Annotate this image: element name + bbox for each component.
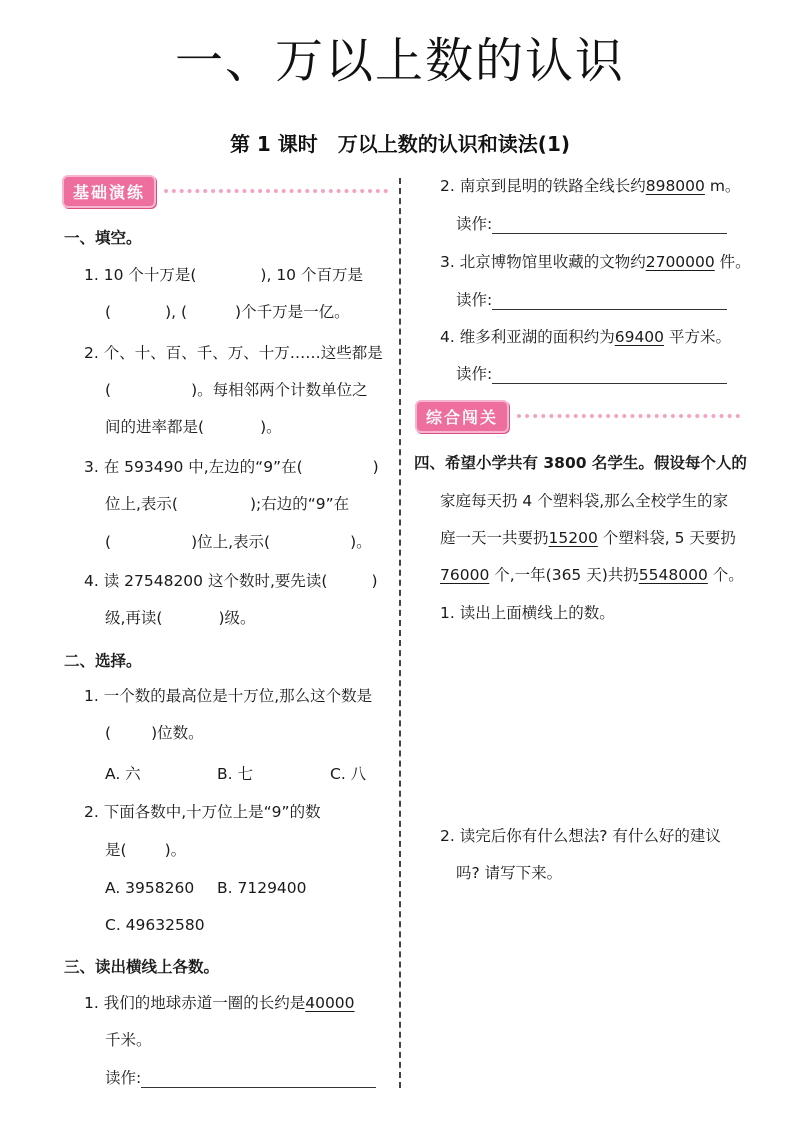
read-item-4: 4. 维多利亚湖的面积约为69400 平方米。 — [440, 328, 731, 346]
banner-comprehensive — [415, 401, 740, 431]
banner-basic-practice — [62, 176, 388, 206]
dotted-decoration — [164, 189, 388, 193]
question-4: 4. 读 27548200 这个数时,要先读( ) — [84, 572, 378, 590]
page-title: 一、万以上数的认识 — [174, 33, 625, 89]
question-3-cont: 位上,表示( );右边的“9”在 — [105, 495, 350, 513]
banner-comprehensive-label: 综合闯关 — [415, 400, 509, 433]
section-4-line-2: 家庭每天扔 4 个塑料袋,那么全校学生的家 — [440, 492, 729, 510]
choice-2-option-c: C. 49632580 — [105, 916, 205, 934]
choice-2-option-a: A. 3958260 — [105, 879, 195, 897]
read-item-4-answer: 读作: — [456, 364, 727, 384]
lesson-subtitle: 第 1 课时 万以上数的认识和读法(1) — [229, 132, 571, 156]
section-choice-heading: 二、选择。 — [64, 652, 142, 670]
answer-line[interactable] — [141, 1071, 376, 1088]
choice-1-cont: ( )位数。 — [105, 724, 204, 742]
read-item-1-answer: 读作: — [105, 1068, 376, 1088]
choice-1-option-b: B. 七 — [217, 765, 253, 783]
section-read-heading: 三、读出横线上各数。 — [64, 958, 220, 976]
choice-2: 2. 下面各数中,十万位上是“9”的数 — [84, 803, 321, 821]
section-4-question-2-cont: 吗? 请写下来。 — [456, 864, 563, 882]
choice-1-option-c: C. 八 — [330, 765, 367, 783]
read-item-3: 3. 北京博物馆里收藏的文物约2700000 件。 — [440, 253, 751, 271]
section-fill-heading: 一、填空。 — [64, 229, 142, 247]
question-3: 3. 在 593490 中,左边的“9”在( ) — [84, 458, 379, 476]
question-2-cont2: 间的进率都是( )。 — [105, 418, 282, 436]
question-2-cont: ( )。每相邻两个计数单位之 — [105, 381, 368, 399]
question-2: 2. 个、十、百、千、万、十万……这些都是 — [84, 344, 383, 362]
column-divider — [399, 178, 401, 1088]
read-item-2: 2. 南京到昆明的铁路全线长约898000 m。 — [440, 177, 741, 195]
answer-line[interactable] — [492, 217, 727, 234]
choice-2-option-b: B. 7129400 — [217, 879, 307, 897]
section-4-line-3: 庭一天一共要扔15200 个塑料袋, 5 天要扔 — [440, 529, 736, 547]
choice-1-option-a: A. 六 — [105, 765, 141, 783]
section-4-question-2: 2. 读完后你有什么想法? 有什么好的建议 — [440, 827, 721, 845]
choice-1: 1. 一个数的最高位是十万位,那么这个数是 — [84, 687, 373, 705]
read-item-3-answer: 读作: — [456, 290, 727, 310]
section-4-line-1: 四、希望小学共有 3800 名学生。假设每个人的 — [414, 454, 747, 472]
question-1: 1. 10 个十万是( ), 10 个百万是 — [84, 266, 363, 284]
read-item-1-cont: 千米。 — [105, 1031, 152, 1049]
answer-line[interactable] — [492, 293, 727, 310]
section-4-question-1: 1. 读出上面横线上的数。 — [440, 604, 615, 622]
read-item-1: 1. 我们的地球赤道一圈的长约是40000 — [84, 994, 355, 1012]
choice-2-cont: 是( )。 — [105, 841, 187, 859]
answer-line[interactable] — [492, 367, 727, 384]
section-4-line-4: 76000 个,一年(365 天)共扔5548000 个。 — [440, 566, 744, 584]
question-4-cont: 级,再读( )级。 — [105, 609, 256, 627]
banner-basic-label: 基础演练 — [62, 175, 156, 208]
question-3-cont2: ( )位上,表示( )。 — [105, 533, 372, 551]
dotted-decoration — [517, 414, 740, 418]
read-item-2-answer: 读作: — [456, 214, 727, 234]
question-1-cont: ( ), ( )个千万是一亿。 — [105, 303, 350, 321]
